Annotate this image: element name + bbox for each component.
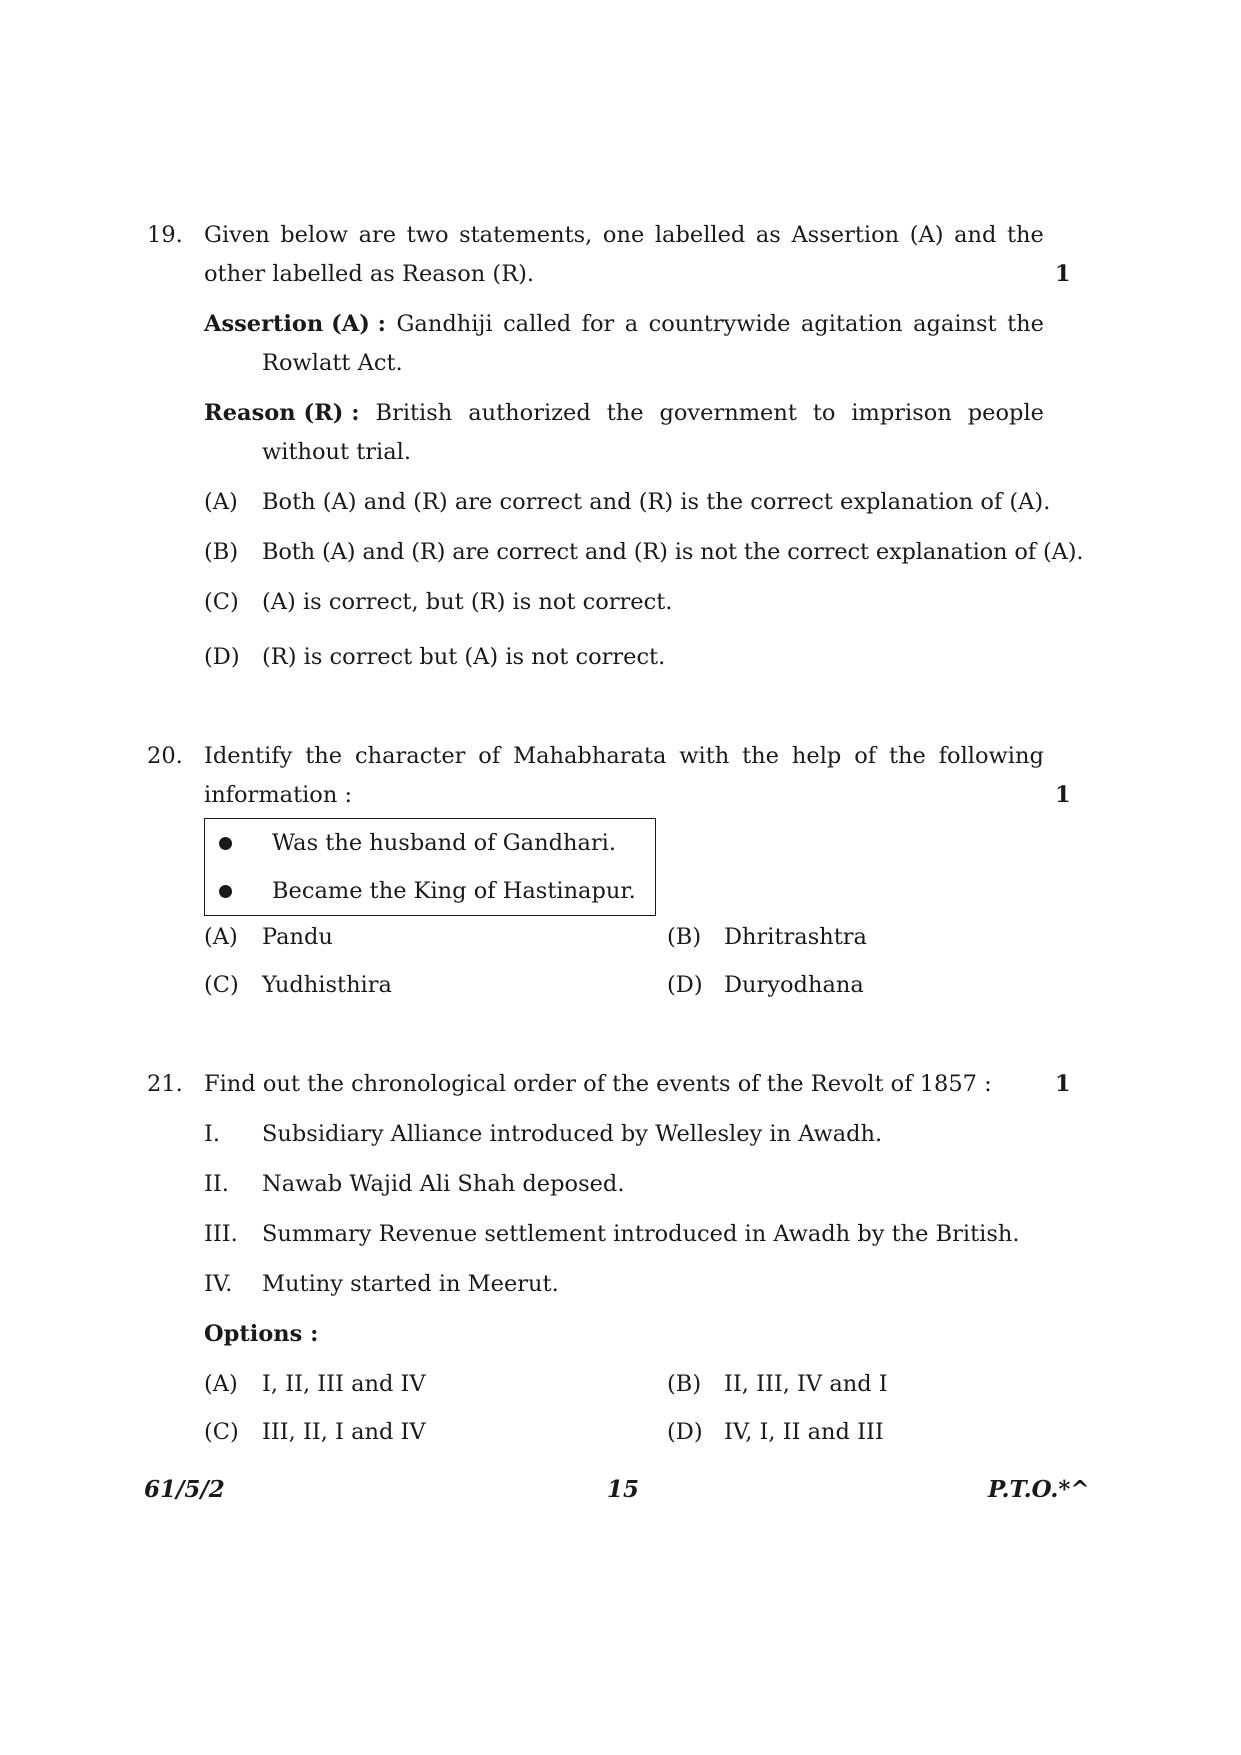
assertion-line: Rowlatt Act.	[262, 350, 403, 376]
option-label: (A)	[204, 924, 238, 950]
option-label: (D)	[667, 972, 703, 998]
option-text: III, II, I and IV	[262, 1419, 426, 1445]
question-text-line: information :	[204, 782, 353, 808]
word: as	[755, 222, 781, 248]
option-label: (B)	[667, 924, 702, 950]
word: of	[478, 743, 501, 769]
word: authorized	[468, 400, 591, 426]
assertion-line	[204, 313, 1044, 336]
bullet-icon	[219, 837, 232, 850]
word: with	[679, 743, 730, 769]
question-text-line: Find out the chronological order of the events of the Revolt of 1857 :	[204, 1071, 992, 1097]
option-label: (A)	[204, 489, 238, 515]
word: character	[355, 743, 466, 769]
word: of	[854, 743, 877, 769]
word: Given	[204, 222, 270, 248]
word: the	[1007, 311, 1044, 337]
marks: 1	[1055, 782, 1071, 808]
option-label: (A)	[204, 1371, 238, 1397]
word: government	[659, 400, 797, 426]
word: help	[791, 743, 842, 769]
clue-box	[204, 818, 656, 916]
word: for	[581, 311, 615, 337]
option-text: (R) is correct but (A) is not correct.	[262, 644, 666, 670]
option-text: Dhritrashtra	[724, 924, 867, 950]
option-text: I, II, III and IV	[262, 1371, 426, 1397]
bullet-icon	[219, 885, 232, 898]
option-text: Yudhisthira	[262, 972, 392, 998]
word: imprison	[851, 400, 952, 426]
word: to	[812, 400, 836, 426]
option-text: Both (A) and (R) are correct and (R) is not the correct explanation of (A).	[262, 539, 1084, 565]
word: British	[375, 400, 453, 426]
word: below	[280, 222, 348, 248]
option-label: (B)	[204, 539, 239, 565]
event-text: Nawab Wajid Ali Shah deposed.	[262, 1171, 625, 1197]
options-heading: Options :	[204, 1321, 319, 1347]
question-number: 21.	[147, 1071, 183, 1097]
option-text: Both (A) and (R) are correct and (R) is the correct explanation of (A).	[262, 489, 1051, 515]
word: against	[913, 311, 997, 337]
word: two	[406, 222, 449, 248]
word: statements,	[459, 222, 593, 248]
event-text: Subsidiary Alliance introduced by Wellesley in Awadh.	[262, 1121, 883, 1147]
marks: 1	[1055, 261, 1071, 287]
word: the	[305, 743, 343, 769]
word: are	[358, 222, 397, 248]
reason-line	[204, 402, 1044, 425]
event-label: IV.	[204, 1271, 233, 1297]
option-text: Pandu	[262, 924, 333, 950]
option-text: II, III, IV and I	[724, 1371, 888, 1397]
word: the	[606, 400, 644, 426]
event-text: Summary Revenue settlement introduced in Awadh by the British.	[262, 1221, 1020, 1247]
reason-line: without trial.	[262, 439, 411, 465]
option-text: Duryodhana	[724, 972, 864, 998]
event-text: Mutiny started in Meerut.	[262, 1271, 559, 1297]
word: Mahabharata	[513, 743, 667, 769]
option-label: (D)	[204, 644, 240, 670]
event-label: III.	[204, 1221, 238, 1247]
word: a	[624, 311, 639, 337]
word: (A)	[909, 222, 944, 248]
pto-label: P.T.O.*^	[988, 1476, 1090, 1503]
reason-label: Reason (R) :	[204, 400, 360, 426]
option-label: (B)	[667, 1371, 702, 1397]
option-label: (D)	[667, 1419, 703, 1445]
assertion-label: Assertion (A) :	[204, 311, 386, 337]
event-label: II.	[204, 1171, 229, 1197]
word: and	[954, 222, 997, 248]
word: the	[888, 743, 926, 769]
question-text-line	[204, 745, 1044, 768]
word: people	[967, 400, 1044, 426]
word: Identify	[204, 743, 293, 769]
question-number: 19.	[147, 222, 183, 248]
word: called	[503, 311, 572, 337]
option-label: (C)	[204, 972, 239, 998]
word: agitation	[800, 311, 903, 337]
option-text: (A) is correct, but (R) is not correct.	[262, 589, 673, 615]
option-text: IV, I, II and III	[724, 1419, 884, 1445]
page-number: 15	[607, 1476, 640, 1503]
question-text-line	[204, 224, 1044, 247]
option-label: (C)	[204, 589, 239, 615]
word: countrywide	[648, 311, 791, 337]
event-label: I.	[204, 1121, 221, 1147]
word: Assertion	[791, 222, 900, 248]
marks: 1	[1055, 1071, 1071, 1097]
clue-text: Was the husband of Gandhari.	[272, 830, 616, 856]
word: labelled	[654, 222, 746, 248]
word: one	[602, 222, 645, 248]
question-text-line: other labelled as Reason (R).	[204, 261, 535, 287]
paper-code: 61/5/2	[144, 1476, 225, 1503]
word: the	[1007, 222, 1044, 248]
word: following	[938, 743, 1044, 769]
option-label: (C)	[204, 1419, 239, 1445]
clue-text: Became the King of Hastinapur.	[272, 878, 636, 904]
word: the	[742, 743, 779, 769]
word: Gandhiji	[396, 311, 493, 337]
question-number: 20.	[147, 743, 183, 769]
